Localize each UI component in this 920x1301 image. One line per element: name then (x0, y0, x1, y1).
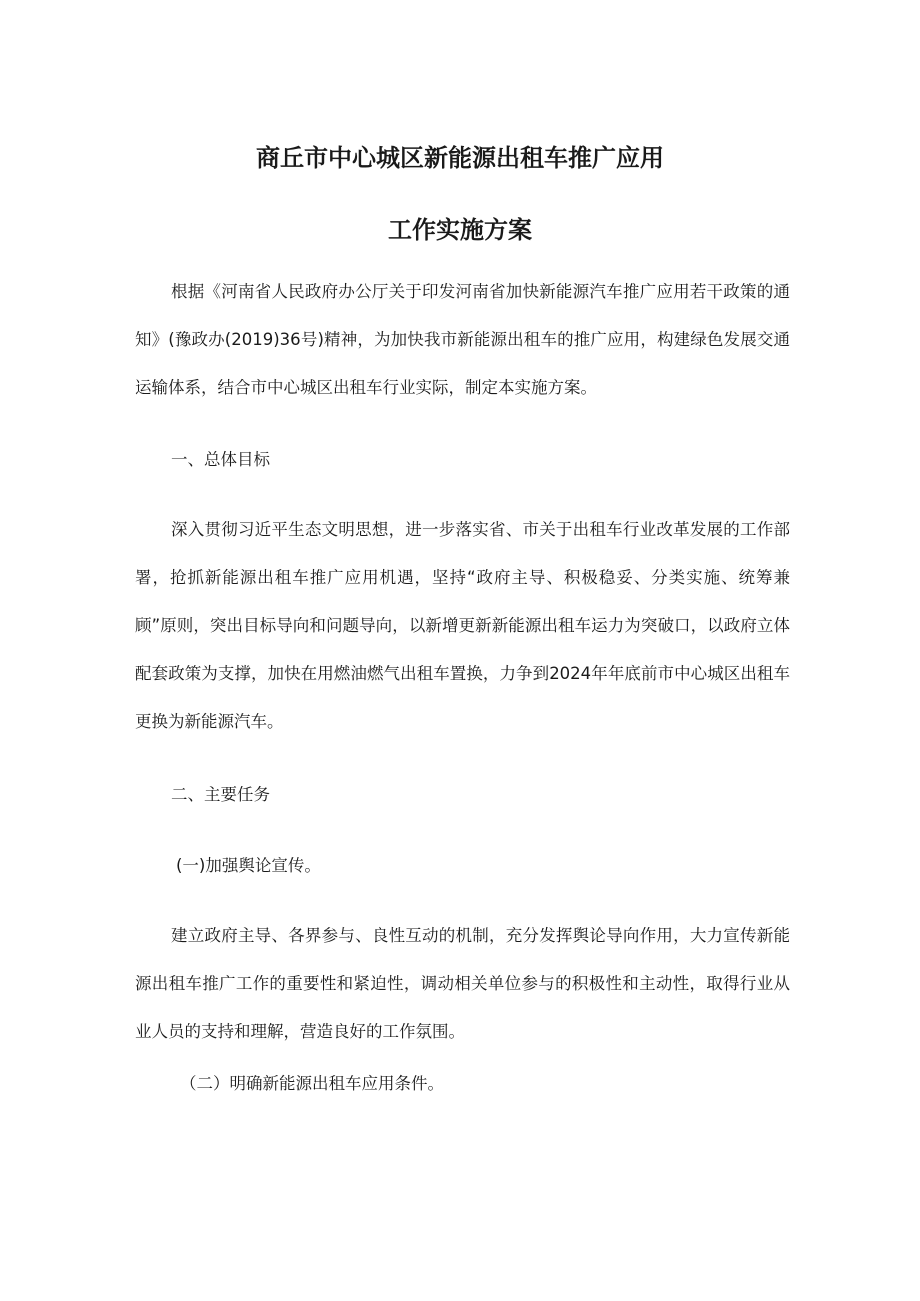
document-title-line-1: 商丘市中心城区新能源出租车推广应用 (256, 144, 664, 172)
section-1-heading: 一、总体目标 (171, 450, 270, 469)
subsection-1-heading: (一)加强舆论宣传。 (176, 856, 321, 875)
document-title-line-2: 工作实施方案 (388, 216, 532, 244)
section-2-heading: 二、主要任务 (171, 785, 270, 804)
section-1-paragraph: 深入贯彻习近平生态文明思想，进一步落实省、市关于出租车行业改革发展的工作部署，抢抓新能源出租车推广应用机遇，坚持“政府主导、积极稳妥、分类实施、统筹兼顾”原则，突出目标导向和问题导向，以新增更新新能源出租车运力为突破口，以政府立体配套政策为支撑，加快在用燃油燃气出租车置换，力争到2024年年底前市中心城区出租车更换为新能源汽车。 (135, 520, 790, 731)
subsection-1-paragraph: 建立政府主导、各界参与、良性互动的机制，充分发挥舆论导向作用，大力宣传新能源出租车推广工作的重要性和紧迫性，调动相关单位参与的积极性和主动性，取得行业从业人员的支持和理解，营造良好的工作氛围。 (135, 926, 790, 1041)
subsection-2-heading: （二）明确新能源出租车应用条件。 (180, 1074, 444, 1093)
intro-paragraph: 根据《河南省人民政府办公厅关于印发河南省加快新能源汽车推广应用若干政策的通知》(豫政办(2019)36号)精神，为加快我市新能源出租车的推广应用，构建绿色发展交通运输体系，结合市中心城区出租车行业实际，制定本实施方案。 (135, 282, 790, 397)
